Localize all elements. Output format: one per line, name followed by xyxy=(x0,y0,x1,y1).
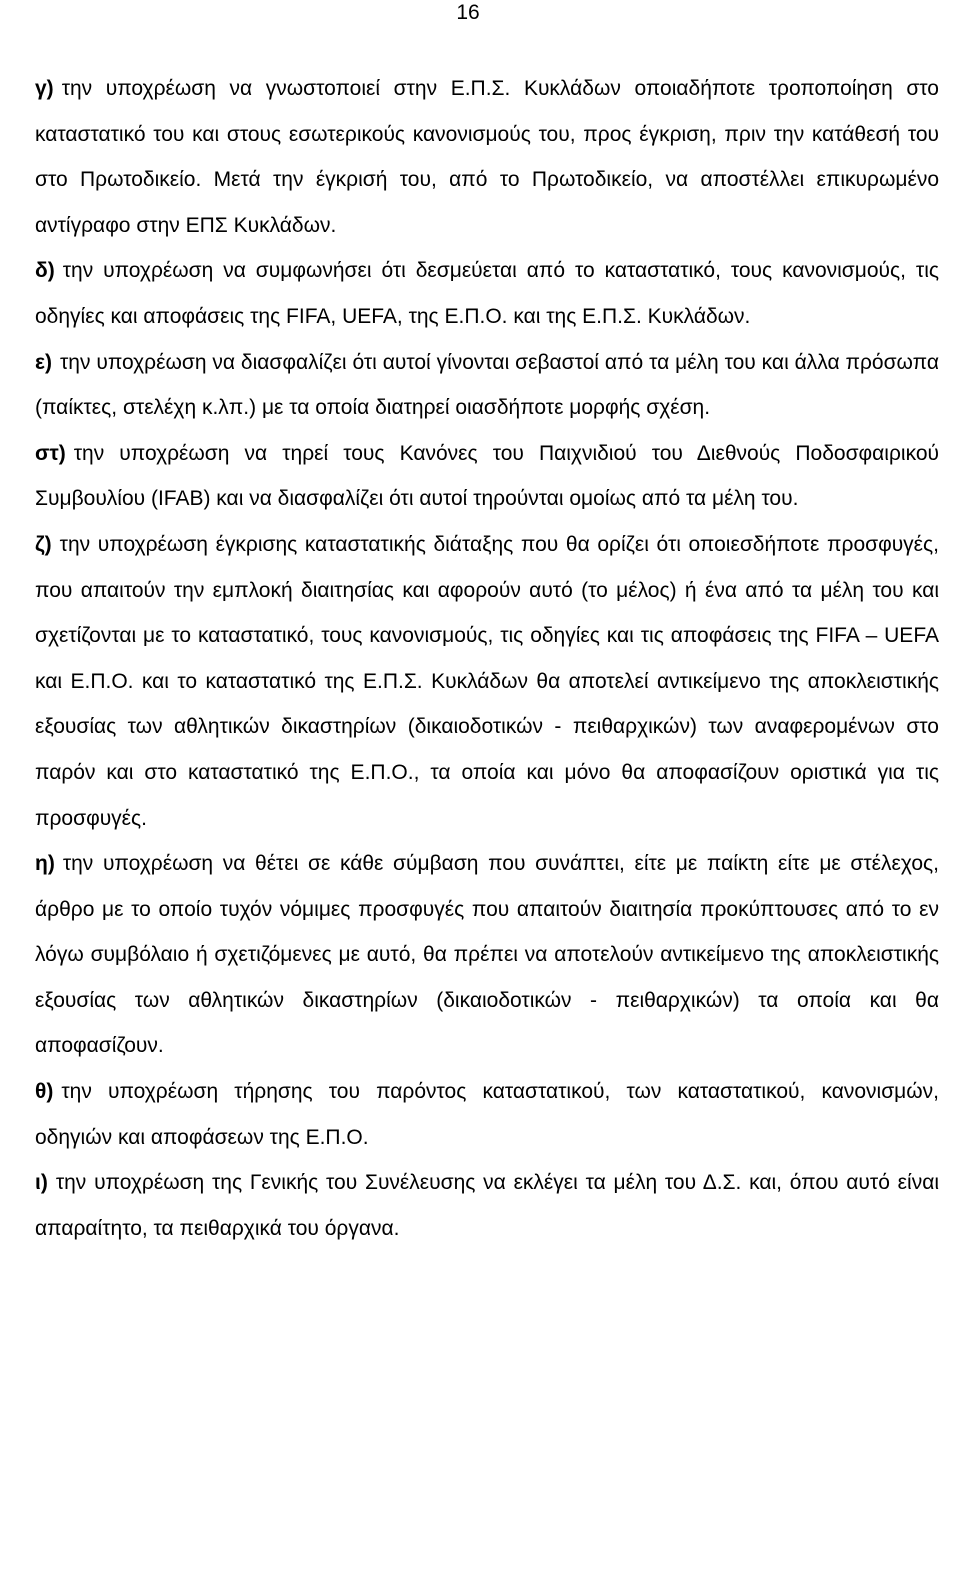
clause-marker: δ) xyxy=(35,259,55,283)
clause-marker: στ) xyxy=(35,441,66,465)
clause-marker: ζ) xyxy=(35,532,52,556)
clause-text: την υποχρέωση να διασφαλίζει ότι αυτοί γίνονται σεβαστοί από τα μέλη του και άλλα πρόσωπα (παίκτες, στελέχη κ.λπ.) με τα οποία διατηρεί οιασδήποτε μορφής σχέση. xyxy=(35,350,939,420)
clause-theta xyxy=(35,1069,939,1160)
clause-marker: γ) xyxy=(35,77,54,100)
clause-iota xyxy=(35,1160,939,1251)
clause-text: την υποχρέωση να θέτει σε κάθε σύμβαση που συνάπτει, είτε με παίκτη είτε με στέλεχος, άρθρο με το οποίο τυχόν νόμιμες προσφυγές που απαιτούν διαιτησία προκύπτουσες από το εν λόγω συμβόλαιο ή σχετιζόμενες με αυτό, θα πρέπει να αποτελούν αντικείμενο της αποκλειστικής εξουσίας των αθλητικών δικαστηρίων (δικαιοδοτικών - πειθαρχικών) τα οποία και θα αποφασίζουν. xyxy=(35,852,939,1058)
clause-eta xyxy=(35,841,939,1069)
clause-marker: θ) xyxy=(35,1080,54,1104)
clause-epsilon xyxy=(35,340,939,431)
page-number: 16 xyxy=(456,1,480,24)
clause-gamma xyxy=(35,66,939,248)
clause-delta xyxy=(35,248,939,339)
clause-zeta xyxy=(35,522,939,841)
clause-text: την υποχρέωση να συμφωνήσει ότι δεσμεύεται από το καταστατικό, τους κανονισμούς, τις οδηγίες και αποφάσεις της FIFA, UEFA, της Ε.Π.Ο. και της Ε.Π.Σ. Κυκλάδων. xyxy=(35,259,939,328)
clause-text: την υποχρέωση έγκρισης καταστατικής διάταξης που θα ορίζει ότι οποιεσδήποτε προσφυγές, που απαιτούν την εμπλοκή διαιτησίας και αφορούν αυτό (το μέλος) ή ένα από τα μέλη του και σχετίζονται με το καταστατικό, τους κανονισμούς, τις οδηγίες και τις αποφάσεις της FIFA – UEFA και Ε.Π.Ο. και το καταστατικό της Ε.Π.Σ. Κυκλάδων θα αποτελεί αντικείμενο της αποκλειστικής εξουσίας των αθλητικών δικαστηρίων (δικαιοδοτικών - πειθαρχικών) των αναφερομένων στο παρόν και στο καταστατικό της Ε.Π.Ο., τα οποία και μόνο θα αποφασίζουν οριστικά για τις προσφυγές. xyxy=(35,532,939,830)
clause-text: την υποχρέωση να γνωστοποιεί στην Ε.Π.Σ. Κυκλάδων οποιαδήποτε τροποποίηση στο καταστατικό του και στους εσωτερικούς κανονισμούς του, προς έγκριση, πριν την κατάθεσή του στο Πρωτοδικείο. Μετά την έγκρισή του, από το Πρωτοδικείο, να αποστέλλει επικυρωμένο αντίγραφο στην ΕΠΣ Κυκλάδων. xyxy=(35,77,939,237)
document-body xyxy=(35,66,939,1251)
clause-text: την υποχρέωση της Γενικής του Συνέλευσης να εκλέγει τα μέλη του Δ.Σ. και, όπου αυτό είναι απαραίτητο, τα πειθαρχικά του όργανα. xyxy=(35,1171,939,1240)
clause-stigma xyxy=(35,431,939,522)
clause-text: την υποχρέωση τήρησης του παρόντος καταστατικού, των καταστατικού, κανονισμών, οδηγιών και αποφάσεων της Ε.Π.Ο. xyxy=(35,1080,939,1149)
clause-marker: ι) xyxy=(35,1171,48,1195)
clause-marker: η) xyxy=(35,852,55,876)
clause-text: την υποχρέωση να τηρεί τους Κανόνες του Παιχνιδιού του Διεθνούς Ποδοσφαιρικού Συμβουλίου (IFAB) και να διασφαλίζει ότι αυτοί τηρούνται ομοίως από τα μέλη του. xyxy=(35,441,939,511)
clause-marker: ε) xyxy=(35,350,52,374)
